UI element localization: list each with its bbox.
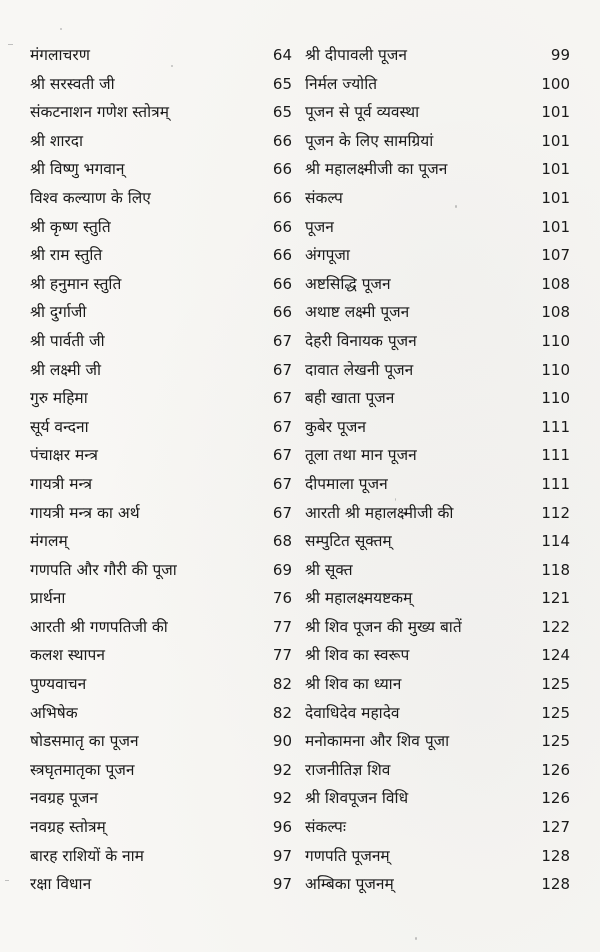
- toc-entry-page: 101: [541, 188, 570, 207]
- toc-entry-title: निर्मल ज्योति: [305, 74, 378, 93]
- toc-entry-title: श्री दुर्गाजी: [30, 303, 87, 322]
- toc-entry-title: सम्पुटित सूक्तम्: [305, 532, 392, 551]
- toc-entry: [30, 784, 292, 813]
- toc-entry-title: संकल्प: [305, 188, 343, 207]
- toc-entry-page: 82: [272, 675, 292, 694]
- toc-entry: [305, 470, 570, 499]
- toc-entry: [30, 356, 292, 385]
- toc-entry-page: 127: [541, 818, 570, 837]
- toc-entry: [305, 727, 570, 756]
- toc-entry: [30, 641, 292, 670]
- toc-entry: [30, 470, 292, 499]
- toc-entry-page: 125: [541, 732, 570, 751]
- toc-entry: [30, 413, 292, 442]
- toc-entry-page: 68: [272, 532, 292, 551]
- toc-entry-title: श्री महालक्ष्मयष्टकम्: [305, 589, 413, 608]
- toc-entry-page: 66: [272, 246, 292, 265]
- toc-entry-page: 111: [541, 417, 570, 436]
- toc-entry-title: श्री शिव पूजन की मुख्य बातें: [305, 617, 462, 636]
- toc-entry: [305, 384, 570, 413]
- toc-entry-page: 128: [541, 875, 570, 894]
- toc-entry: [30, 41, 292, 70]
- toc-entry-title: श्री हनुमान स्तुति: [30, 274, 122, 293]
- toc-entry-page: 65: [272, 103, 292, 122]
- toc-entry-page: 65: [272, 74, 292, 93]
- toc-entry: [305, 756, 570, 785]
- toc-entry-page: 128: [541, 846, 570, 865]
- toc-entry-title: दीपमाला पूजन: [305, 474, 388, 493]
- toc-entry-title: गायत्री मन्त्र: [30, 474, 93, 493]
- toc-entry-title: देहरी विनायक पूजन: [305, 331, 417, 350]
- toc-entry-page: 110: [541, 331, 570, 350]
- toc-entry-title: सूर्य वन्दना: [30, 417, 89, 436]
- toc-entry-title: रक्षा विधान: [30, 875, 92, 894]
- toc-entry: [30, 870, 292, 899]
- toc-entry-title: आरती श्री महालक्ष्मीजी की: [305, 503, 454, 522]
- toc-entry-page: 111: [541, 474, 570, 493]
- scan-speck: [8, 44, 13, 45]
- toc-entry-title: मंगलाचरण: [30, 46, 90, 64]
- toc-entry-title: संकटनाशन गणेश स्तोत्रम्: [30, 103, 169, 122]
- toc-entry-title: मनोकामना और शिव पूजा: [305, 732, 450, 751]
- toc-entry-title: श्री शिवपूजन विधि: [305, 789, 409, 808]
- toc-entry: [305, 327, 570, 356]
- toc-entry-title: गुरु महिमा: [30, 389, 88, 408]
- toc-entry-page: 96: [272, 818, 292, 837]
- toc-entry: [30, 670, 292, 699]
- toc-entry-title: राजनीतिज्ञ शिव: [305, 760, 391, 779]
- toc-entry-title: श्री दीपावली पूजन: [305, 46, 407, 64]
- toc-entry: [30, 184, 292, 213]
- toc-entry-title: कुबेर पूजन: [305, 417, 366, 436]
- toc-entry-page: 66: [272, 131, 292, 150]
- toc-entry-title: श्री सूक्त: [305, 560, 353, 579]
- toc-entry: [30, 384, 292, 413]
- toc-entry-title: संकल्पः: [305, 818, 346, 837]
- toc-entry-page: 67: [272, 503, 292, 522]
- toc-entry-title: श्री पार्वती जी: [30, 331, 105, 350]
- toc-entry-title: श्री विष्णु भगवान्: [30, 160, 125, 179]
- toc-entry-page: 69: [272, 560, 292, 579]
- toc-entry-title: विश्व कल्याण के लिए: [30, 188, 151, 207]
- toc-entry-title: कलश स्थापन: [30, 646, 105, 665]
- toc-entry-page: 77: [272, 617, 292, 636]
- toc-entry-page: 122: [541, 617, 570, 636]
- toc-entry-page: 101: [541, 160, 570, 179]
- toc-entry: [305, 413, 570, 442]
- toc-entry: [305, 184, 570, 213]
- toc-entry-title: पूजन के लिए सामग्रियां: [305, 131, 434, 150]
- toc-entry-page: 66: [272, 188, 292, 207]
- toc-entry-title: नवग्रह पूजन: [30, 789, 99, 808]
- toc-entry: [305, 127, 570, 156]
- toc-entry-page: 92: [272, 789, 292, 808]
- toc-entry-page: 125: [541, 703, 570, 722]
- toc-left-column: [30, 41, 292, 899]
- toc-entry: [30, 556, 292, 585]
- toc-entry-page: 82: [272, 703, 292, 722]
- toc-entry: [30, 727, 292, 756]
- toc-entry-page: 67: [272, 360, 292, 379]
- toc-entry: [30, 813, 292, 842]
- toc-entry: [305, 70, 570, 99]
- toc-entry: [30, 298, 292, 327]
- scan-speck: [415, 937, 417, 940]
- toc-entry: [305, 527, 570, 556]
- toc-entry-title: श्री राम स्तुति: [30, 246, 103, 265]
- toc-entry-title: देवाधिदेव महादेव: [305, 703, 400, 722]
- toc-entry-title: पूजन: [305, 217, 334, 236]
- toc-entry: [30, 270, 292, 299]
- toc-entry: [305, 155, 570, 184]
- toc-entry-page: 67: [272, 446, 292, 465]
- toc-right-column: [305, 41, 570, 899]
- toc-entry: [305, 241, 570, 270]
- scan-speck: [5, 880, 9, 881]
- toc-entry-page: 125: [541, 675, 570, 694]
- toc-entry-title: श्री शारदा: [30, 131, 84, 150]
- toc-entry-title: मंगलम्: [30, 532, 68, 551]
- toc-entry: [305, 613, 570, 642]
- toc-entry-title: नवग्रह स्तोत्रम्: [30, 818, 106, 837]
- toc-entry: [305, 270, 570, 299]
- toc-entry: [305, 813, 570, 842]
- toc-entry: [30, 527, 292, 556]
- toc-entry: [30, 699, 292, 728]
- toc-entry-title: स्त्रघृतमातृका पूजन: [30, 760, 135, 779]
- toc-entry-title: श्री कृष्ण स्तुति: [30, 217, 111, 236]
- toc-entry-page: 101: [541, 131, 570, 150]
- toc-entry-title: दावात लेखनी पूजन: [305, 360, 414, 379]
- toc-entry-page: 67: [272, 417, 292, 436]
- toc-entry: [305, 842, 570, 871]
- toc-entry: [305, 584, 570, 613]
- toc-entry-title: अंगपूजा: [305, 246, 350, 265]
- toc-entry-title: प्रार्थना: [30, 589, 66, 608]
- toc-entry-page: 97: [272, 875, 292, 894]
- toc-entry: [305, 556, 570, 585]
- toc-entry-page: 124: [541, 646, 570, 665]
- toc-entry-title: अथाष्ट लक्ष्मी पूजन: [305, 303, 410, 322]
- toc-entry: [305, 870, 570, 899]
- toc-entry-title: अम्बिका पूजनम्: [305, 875, 394, 894]
- toc-entry: [305, 98, 570, 127]
- toc-entry-title: बारह राशियों के नाम: [30, 846, 144, 865]
- toc-entry-page: 64: [272, 46, 292, 64]
- toc-entry-page: 92: [272, 760, 292, 779]
- toc-entry-page: 108: [541, 274, 570, 293]
- toc-entry: [305, 499, 570, 528]
- toc-entry-page: 126: [541, 789, 570, 808]
- toc-entry-title: बही खाता पूजन: [305, 389, 395, 408]
- toc-entry-title: श्री शिव का स्वरूप: [305, 646, 410, 665]
- toc-entry: [305, 441, 570, 470]
- toc-entry: [30, 327, 292, 356]
- toc-entry-page: 101: [541, 217, 570, 236]
- toc-entry: [30, 98, 292, 127]
- toc-entry: [30, 241, 292, 270]
- toc-entry-title: आरती श्री गणपतिजी की: [30, 617, 168, 636]
- toc-entry-page: 76: [272, 589, 292, 608]
- toc-entry: [30, 584, 292, 613]
- toc-entry: [305, 670, 570, 699]
- toc-entry-page: 121: [541, 589, 570, 608]
- toc-entry: [30, 213, 292, 242]
- toc-entry: [30, 70, 292, 99]
- toc-entry-page: 126: [541, 760, 570, 779]
- toc-entry-title: गणपति पूजनम्: [305, 846, 390, 865]
- toc-entry: [305, 641, 570, 670]
- toc-entry-title: श्री सरस्वती जी: [30, 74, 115, 93]
- toc-entry-page: 66: [272, 303, 292, 322]
- toc-entry: [305, 699, 570, 728]
- toc-entry-page: 101: [541, 103, 570, 122]
- toc-entry-title: श्री शिव का ध्यान: [305, 675, 402, 694]
- toc-entry-page: 110: [541, 389, 570, 408]
- toc-entry-page: 111: [541, 446, 570, 465]
- toc-entry-title: षोडसमातृ का पूजन: [30, 732, 139, 751]
- toc-entry-page: 77: [272, 646, 292, 665]
- toc-entry-page: 114: [541, 532, 570, 551]
- toc-entry-title: श्री महालक्ष्मीजी का पूजन: [305, 160, 448, 179]
- toc-entry-title: पूजन से पूर्व व्यवस्था: [305, 103, 420, 122]
- toc-entry: [30, 441, 292, 470]
- toc-entry-page: 67: [272, 389, 292, 408]
- toc-entry: [30, 499, 292, 528]
- toc-entry: [30, 756, 292, 785]
- toc-entry: [30, 127, 292, 156]
- toc-entry: [30, 842, 292, 871]
- toc-entry-page: 107: [541, 246, 570, 265]
- toc-entry-page: 66: [272, 217, 292, 236]
- toc-entry: [305, 41, 570, 70]
- toc-entry: [30, 155, 292, 184]
- toc-entry-title: अष्टसिद्धि पूजन: [305, 274, 391, 293]
- toc-entry-title: पुण्यवाचन: [30, 675, 87, 694]
- toc-entry-title: गायत्री मन्त्र का अर्थ: [30, 503, 140, 522]
- toc-entry-page: 67: [272, 331, 292, 350]
- toc-entry: [305, 298, 570, 327]
- scan-speck: [60, 28, 62, 30]
- toc-entry-title: अभिषेक: [30, 703, 78, 722]
- toc-entry-page: 100: [541, 74, 570, 93]
- toc-entry: [305, 213, 570, 242]
- toc-entry-title: तूला तथा मान पूजन: [305, 446, 417, 465]
- toc-entry-page: 108: [541, 303, 570, 322]
- toc-entry-title: गणपति और गौरी की पूजा: [30, 560, 177, 579]
- toc-entry-page: 110: [541, 360, 570, 379]
- toc-entry-page: 97: [272, 846, 292, 865]
- toc-entry: [305, 784, 570, 813]
- toc-entry-page: 90: [272, 732, 292, 751]
- toc-entry-page: 118: [541, 560, 570, 579]
- toc-entry: [30, 613, 292, 642]
- toc-entry-page: 112: [541, 503, 570, 522]
- toc-entry-page: 67: [272, 474, 292, 493]
- toc-entry-page: 66: [272, 160, 292, 179]
- toc-entry-title: पंचाक्षर मन्त्र: [30, 446, 98, 465]
- toc-entry-page: 99: [550, 46, 570, 64]
- toc-entry-page: 66: [272, 274, 292, 293]
- toc-entry: [305, 356, 570, 385]
- toc-entry-title: श्री लक्ष्मी जी: [30, 360, 102, 379]
